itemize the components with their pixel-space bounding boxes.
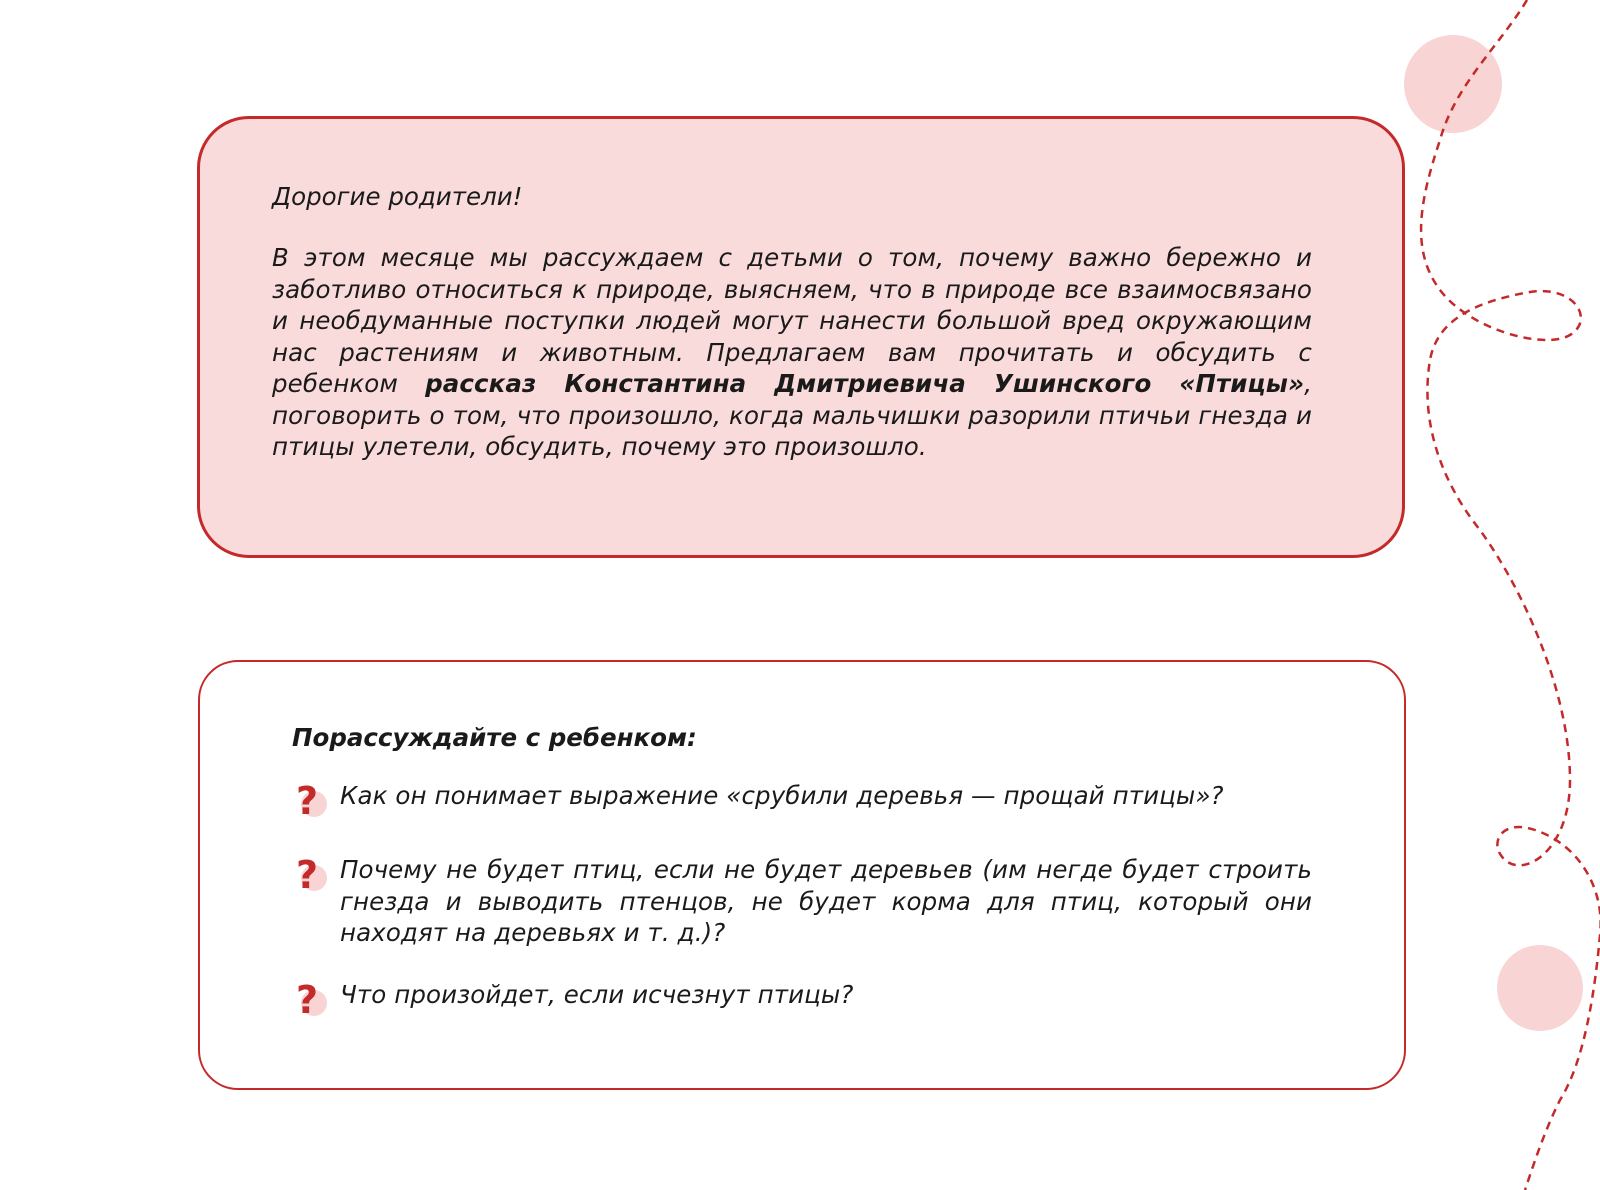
svg-text:?: ?: [296, 854, 319, 897]
discussion-heading: Порассуждайте с ребенком:: [292, 723, 697, 752]
decor-circle-top: [1404, 35, 1502, 133]
question-item: [292, 854, 1312, 949]
svg-text:?: ?: [296, 978, 319, 1022]
question-list: [292, 780, 1312, 1023]
discussion-card: [198, 660, 1406, 1090]
intro-paragraph-start: В этом месяце мы рассуждаем с детьми о том, почему важно бережно и заботливо относиться к природе, выясняем, что в природе все взаимосвязано и необдуманные поступки людей могут нанести большой вред окружающим нас растениям и животным. Предлагаем вам прочитать и обсудить с ребенком: [272, 243, 1312, 398]
question-text: Как он понимает выражение «срубили деревья — прощай птицы»?: [340, 781, 1224, 810]
greeting: Дорогие родители!: [272, 182, 523, 211]
intro-card: [197, 116, 1405, 558]
question-mark-icon: [292, 979, 340, 1023]
question-text: Что произойдет, если исчезнут птицы?: [340, 979, 854, 1009]
question-mark-icon: [292, 854, 340, 898]
question-text: Почему не будет птиц, если не будет деревьев (им негде будет строить гнезда и выводить птенцов, не будет корма для птиц, который они находят на деревьях и т. д.)?: [340, 855, 1312, 947]
question-item: [292, 780, 1312, 824]
question-mark-icon: [292, 780, 340, 824]
intro-paragraph: [272, 242, 1312, 463]
story-title: рассказ Константина Дмитриевича Ушинского «Птицы»: [425, 369, 1305, 398]
decor-circle-bottom: [1497, 945, 1583, 1031]
question-item: [292, 979, 1312, 1023]
svg-text:?: ?: [296, 780, 319, 823]
intro-paragraph-end: , поговорить о том, что произошло, когда мальчишки разорили птичьи гнезда и птицы улетели, обсудить, почему это произошло.: [272, 369, 1312, 461]
